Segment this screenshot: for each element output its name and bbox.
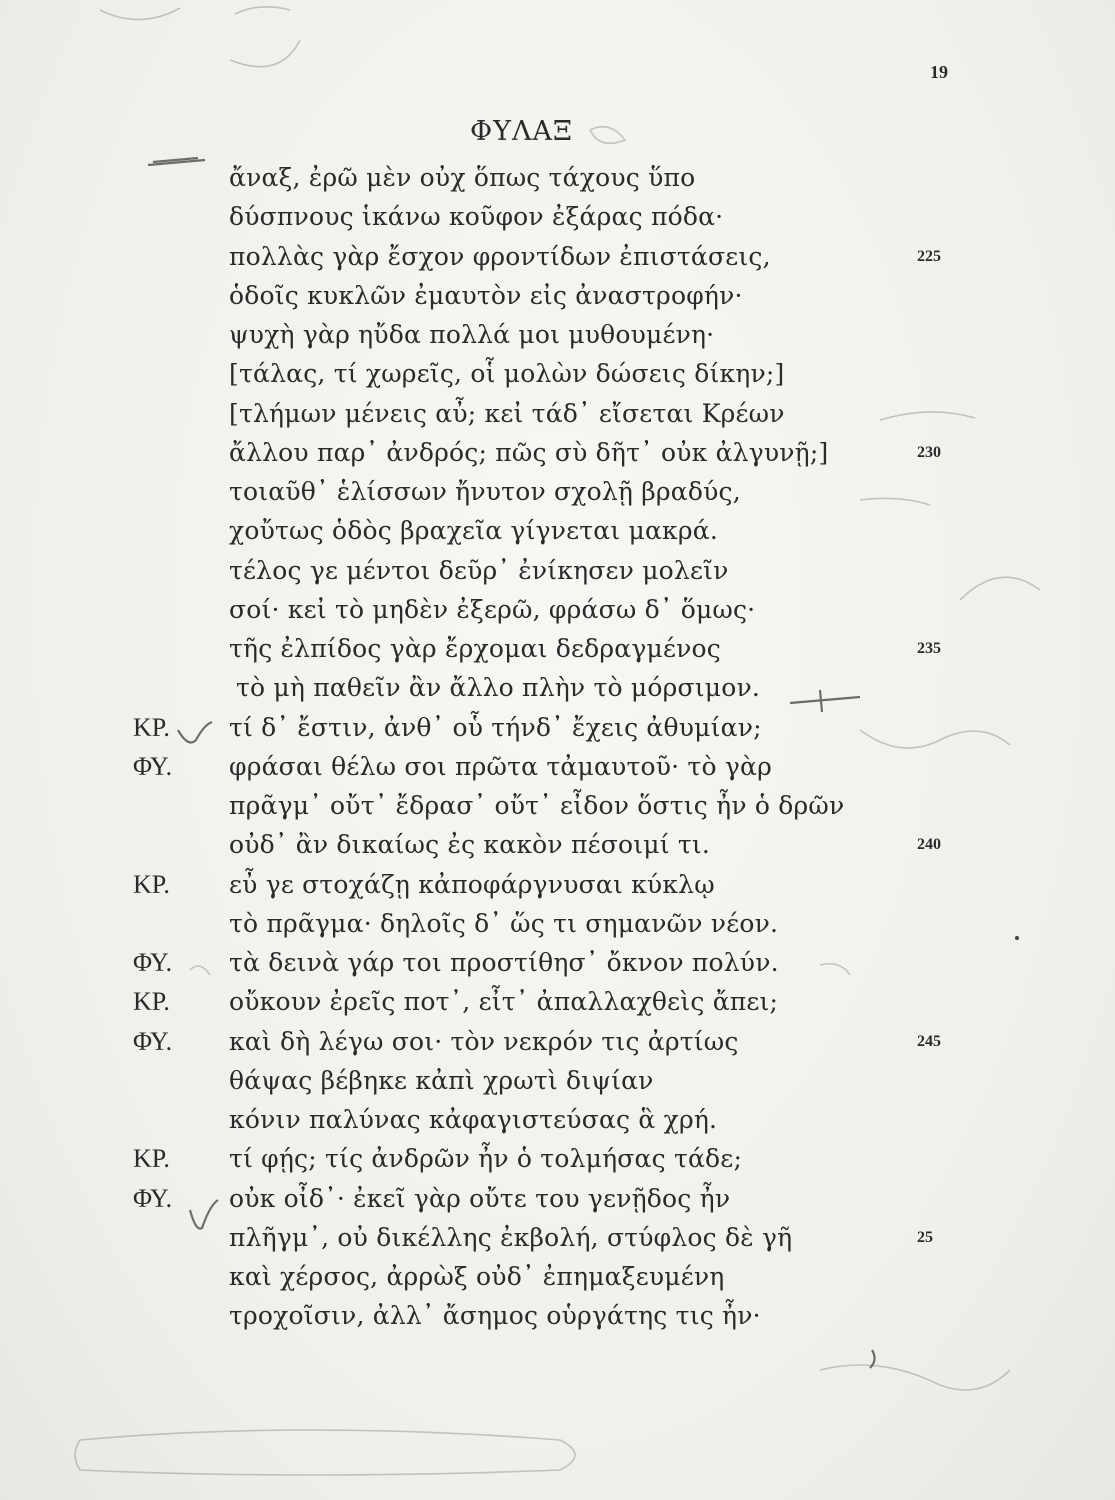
verse-text: σοί· κεἰ τὸ μηδὲν ἐξερῶ, φράσω δ᾽ ὅμως· — [229, 594, 756, 624]
verse-text: φράσαι θέλω σοι πρῶτα τἀμαυτοῦ· τὸ γὰρ — [229, 751, 772, 781]
verse-text: τὸ μὴ παθεῖν ἂν ἄλλο πλὴν τὸ μόρσιμον. — [236, 673, 760, 703]
verse-text: ἄλλου παρ᾽ ἀνδρός; πῶς σὺ δῆτ᾽ οὐκ ἀλγυνῇ;] — [229, 437, 829, 467]
verse-line — [0, 281, 1115, 321]
line-number: 25 — [917, 1228, 933, 1246]
verse-text: [τλήμων μένεις αὖ; κεἰ τάδ᾽ εἴσεται Κρέων — [229, 398, 785, 428]
verse-line — [0, 634, 1115, 674]
speaker-label: ΚΡ. — [133, 987, 170, 1017]
verse-line — [0, 438, 1115, 478]
verse-line — [0, 1301, 1115, 1341]
speaker-label: ΚΡ. — [133, 712, 170, 742]
verse-line — [0, 163, 1115, 203]
speaker-label: ΦΥ. — [133, 1026, 173, 1056]
page-number: 19 — [930, 62, 948, 82]
line-number: 245 — [917, 1032, 941, 1050]
verse-line — [0, 516, 1115, 556]
verse-line — [0, 1027, 1115, 1067]
verse-text: ψυχὴ γὰρ ηὔδα πολλά μοι μυθουμένη· — [229, 320, 715, 349]
verse-line — [0, 673, 1115, 713]
verse-line — [0, 1066, 1115, 1106]
verse-text: οὐκ οἶδ᾽· ἐκεῖ γὰρ οὔτε του γενῇδος ἦν — [229, 1183, 731, 1213]
verse-text: κόνιν παλύνας κἀφαγιστεύσας ἃ χρή. — [229, 1105, 718, 1134]
verse-line — [0, 870, 1115, 910]
verse-line — [0, 713, 1115, 753]
verse-line — [0, 909, 1115, 949]
speaker-label: ΦΥ. — [133, 948, 173, 977]
verse-text: καὶ δὴ λέγω σοι· τὸν νεκρόν τις ἀρτίως — [229, 1026, 739, 1056]
speaker-label: ΚΡ. — [133, 869, 170, 899]
verse-text: ὁδοῖς κυκλῶν ἐμαυτὸν εἰς ἀναστροφήν· — [229, 280, 743, 310]
verse-line — [0, 477, 1115, 517]
verse-text: εὖ γε στοχάζῃ κἀποφάργνυσαι κύκλῳ — [229, 869, 715, 899]
line-number: 235 — [917, 640, 941, 657]
verse-text: τὰ δεινὰ γάρ τοι προστίθησ᾽ ὄκνον πολύν. — [229, 948, 779, 977]
verse-text: δύσπνους ἱκάνω κοῦφον ἐξάρας πόδα· — [229, 202, 724, 232]
verse-text: πολλὰς γὰρ ἔσχον φροντίδων ἐπιστάσεις, — [229, 241, 771, 271]
verse-line — [0, 987, 1115, 1027]
line-number: 240 — [917, 836, 941, 854]
verse-line — [0, 830, 1115, 870]
verse-line — [0, 1144, 1115, 1184]
verse-line — [0, 1223, 1115, 1263]
verse-line — [0, 202, 1115, 242]
verse-line — [0, 1184, 1115, 1224]
verse-text: τῆς ἐλπίδος γὰρ ἔρχομαι δεδραγμένος — [229, 634, 721, 663]
line-number: 230 — [917, 443, 941, 461]
speaker-label: ΦΥ. — [133, 1183, 173, 1213]
verse-text: τοιαῦθ᾽ ἑλίσσων ἤνυτον σχολῇ βραδύς, — [229, 477, 741, 506]
verse-line — [0, 948, 1115, 988]
verse-line — [0, 1105, 1115, 1145]
verse-text: τροχοῖσιν, ἀλλ᾽ ἄσημος οὑργάτης τις ἦν· — [229, 1301, 761, 1331]
section-heading: ΦΥΛΑΞ — [470, 116, 573, 147]
verse-line — [0, 1262, 1115, 1302]
verse-line — [0, 556, 1115, 596]
verse-line — [0, 242, 1115, 282]
verse-text: τί φῄς; τίς ἀνδρῶν ἦν ὁ τολμήσας τάδε; — [229, 1144, 743, 1174]
verse-text: [τάλας, τί χωρεῖς, οἷ μολὼν δώσεις δίκην;] — [229, 359, 785, 389]
verse-text: οὔκουν ἐρεῖς ποτ᾽, εἶτ᾽ ἀπαλλαχθεὶς ἄπει; — [229, 987, 779, 1017]
verse-text: καὶ χέρσος, ἀρρὼξ οὐδ᾽ ἐπημαξευμένη — [229, 1262, 725, 1291]
verse-text: ἄναξ, ἐρῶ μὲν οὐχ ὅπως τάχους ὕπο — [229, 163, 696, 192]
verse-text: τί δ᾽ ἔστιν, ἀνθ᾽ οὗ τήνδ᾽ ἔχεις ἀθυμίαν; — [229, 712, 762, 742]
verse-text: πλῆγμ᾽, οὐ δικέλλης ἐκβολή, στύφλος δὲ γῆ — [229, 1222, 793, 1252]
verse-text: πρᾶγμ᾽ οὔτ᾽ ἔδρασ᾽ οὔτ᾽ εἶδον ὅστις ἦν ὁ δρῶν — [229, 791, 845, 820]
verse-text: χοὔτως ὁδὸς βραχεῖα γίγνεται μακρά. — [229, 516, 719, 546]
speaker-label: ΦΥ. — [133, 751, 173, 781]
verse-line — [0, 595, 1115, 635]
line-number: 225 — [917, 247, 941, 265]
speaker-label: ΚΡ. — [133, 1144, 170, 1174]
verse-text: τὸ πρᾶγμα· δηλοῖς δ᾽ ὥς τι σημανῶν νέον. — [229, 908, 779, 938]
verse-line — [0, 399, 1115, 439]
verse-text: οὐδ᾽ ἂν δικαίως ἐς κακὸν πέσοιμί τι. — [229, 830, 711, 860]
verse-text: τέλος γε μέντοι δεῦρ᾽ ἐνίκησεν μολεῖν — [229, 555, 729, 585]
verse-line — [0, 320, 1115, 360]
verse-line — [0, 752, 1115, 792]
verse-text: θάψας βέβηκε κἀπὶ χρωτὶ διψίαν — [229, 1065, 654, 1095]
verse-line — [0, 791, 1115, 831]
verse-line — [0, 359, 1115, 399]
